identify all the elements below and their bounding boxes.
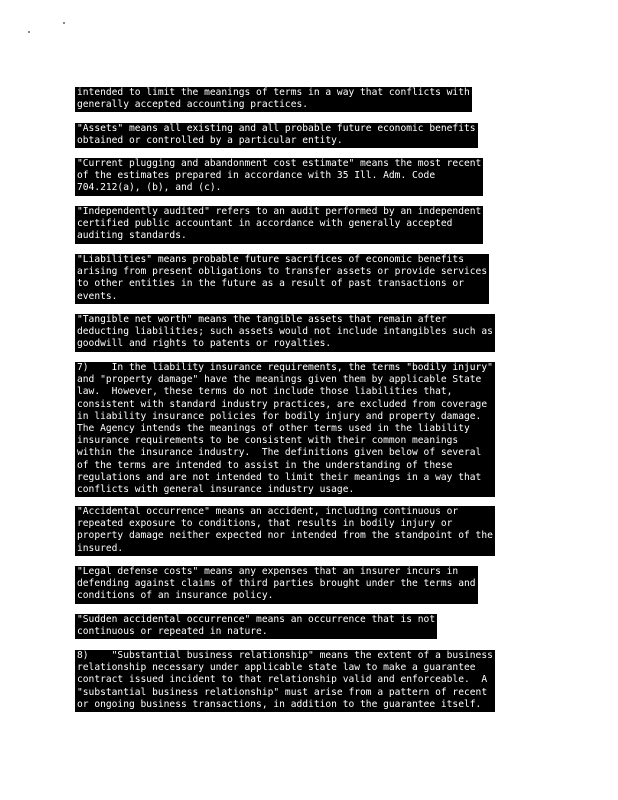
- definition-tangible-net-worth: "Tangible net worth" means the tangible assets that remain after deducting liabilities; such assets would not include intangibles such as goodwill and rights to patents or royalties.: [75, 314, 495, 352]
- scan-speck: [63, 22, 65, 24]
- definition-sudden-accidental-occurrence: "Sudden accidental occurrence" means an occurrence that is not continuous or repeated in nature.: [75, 614, 437, 639]
- definition-plugging-cost-estimate: "Current plugging and abandonment cost estimate" means the most recent of the estimates prepared in accordance with 35 Ill. Adm. Code 704.212(a), (b), and (c).: [75, 158, 483, 196]
- definition-independently-audited: "Independently audited" refers to an audit performed by an independent certified public accountant in accordance with generally accepted auditing standards.: [75, 206, 483, 244]
- paragraph-accounting-practices: intended to limit the meanings of terms in a way that conflicts with generally accepted accounting practices.: [75, 87, 472, 112]
- section-8-substantial-business-relationship: 8) "Substantial business relationship" means the extent of a business relationship necessary under applicable state law to make a guarantee contract issued incident to that relationship valid and enforceable. A "substantial business relationship" must arise from a pattern of recent or ongoing business transactions, in addition to the guarantee itself.: [75, 650, 495, 712]
- definition-accidental-occurrence: "Accidental occurrence" means an accident, including continuous or repeated exposure to conditions, that results in bodily injury or property damage neither expected nor intended from the standpoint of the insured.: [75, 506, 495, 556]
- definition-assets: "Assets" means all existing and all probable future economic benefits obtained or controlled by a particular entity.: [75, 123, 478, 148]
- definition-liabilities: "Liabilities" means probable future sacrifices of economic benefits arising from present obligations to transfer assets or provide services to other entities in the future as a result of past transactions or events.: [75, 254, 489, 304]
- section-7-liability-insurance: 7) In the liability insurance requirements, the terms "bodily injury" and "property damage" have the meanings given them by applicable State law. However, these terms do not include those liabilities that, consistent with standard industry practices, are excluded from coverage in liability insurance policies for bodily injury and property damage. The Agency intends the meanings of other terms used in the liability insurance requirements to be consistent with their common meanings within the insurance industry. The definitions given below of several of the terms are intended to assist in the understanding of these regulations and are not intended to limit their meanings in a way that conflicts with general insurance industry usage.: [75, 362, 495, 497]
- scan-speck: [28, 31, 30, 33]
- definition-legal-defense-costs: "Legal defense costs" means any expenses that an insurer incurs in defending against claims of third parties brought under the terms and conditions of an insurance policy.: [75, 566, 478, 604]
